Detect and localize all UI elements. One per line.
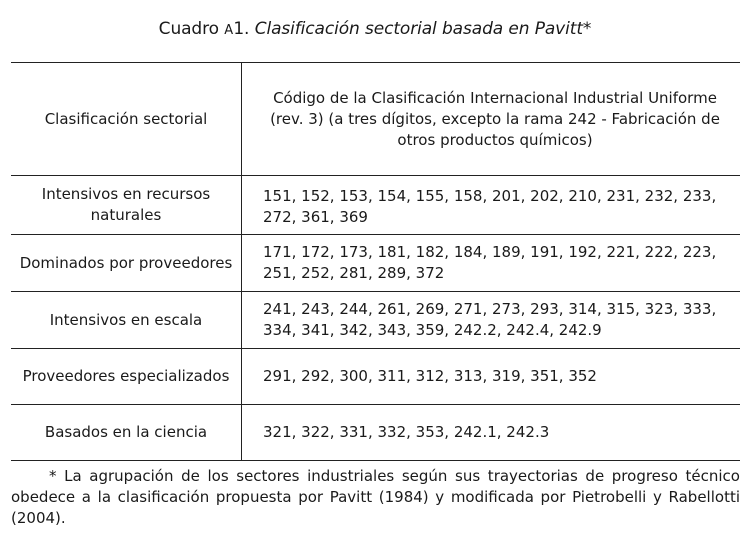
table-row <box>11 235 740 292</box>
footnote-text: La agrupación de los sectores industriales según sus trayectorias de progreso técnico obedece a la clasificación propuesta por Pavitt (1984) y modificada por Pietrobelli y Rabellotti (2004). <box>11 467 740 527</box>
row-category: Intensivos en recursos naturales <box>11 176 242 235</box>
header-ciiu-code: Código de la Clasificación Internacional Industrial Uniforme (rev. 3) (a tres dígitos, excepto la rama 242 - Fabricación de otros productos químicos) <box>242 63 741 176</box>
footnote <box>11 466 740 529</box>
table-row <box>11 292 740 349</box>
table-row <box>11 405 740 461</box>
row-codes: 291, 292, 300, 311, 312, 313, 319, 351, 352 <box>242 349 741 405</box>
table-title <box>0 18 750 42</box>
row-category: Intensivos en escala <box>11 292 242 349</box>
title-prefix: Cuadro <box>158 19 225 39</box>
classification-table <box>11 62 740 461</box>
table-header-row <box>11 63 740 176</box>
row-category: Basados en la ciencia <box>11 405 242 461</box>
header-sectoral-classification: Clasificación sectorial <box>11 63 242 176</box>
title-number: 1. <box>233 19 250 39</box>
row-category: Proveedores especializados <box>11 349 242 405</box>
row-category: Dominados por proveedores <box>11 235 242 292</box>
row-codes: 151, 152, 153, 154, 155, 158, 201, 202, 210, 231, 232, 233, 272, 361, 369 <box>242 176 741 235</box>
title-label-smallcaps: A <box>224 23 234 38</box>
footnote-marker: * <box>49 467 57 485</box>
row-codes: 321, 322, 331, 332, 353, 242.1, 242.3 <box>242 405 741 461</box>
title-text: Clasificación sectorial basada en Pavitt* <box>254 19 592 39</box>
table-row <box>11 176 740 235</box>
table-row <box>11 349 740 405</box>
row-codes: 171, 172, 173, 181, 182, 184, 189, 191, 192, 221, 222, 223, 251, 252, 281, 289, 372 <box>242 235 741 292</box>
row-codes: 241, 243, 244, 261, 269, 271, 273, 293, 314, 315, 323, 333, 334, 341, 342, 343, 359, 242.2, 242.4, 242.9 <box>242 292 741 349</box>
